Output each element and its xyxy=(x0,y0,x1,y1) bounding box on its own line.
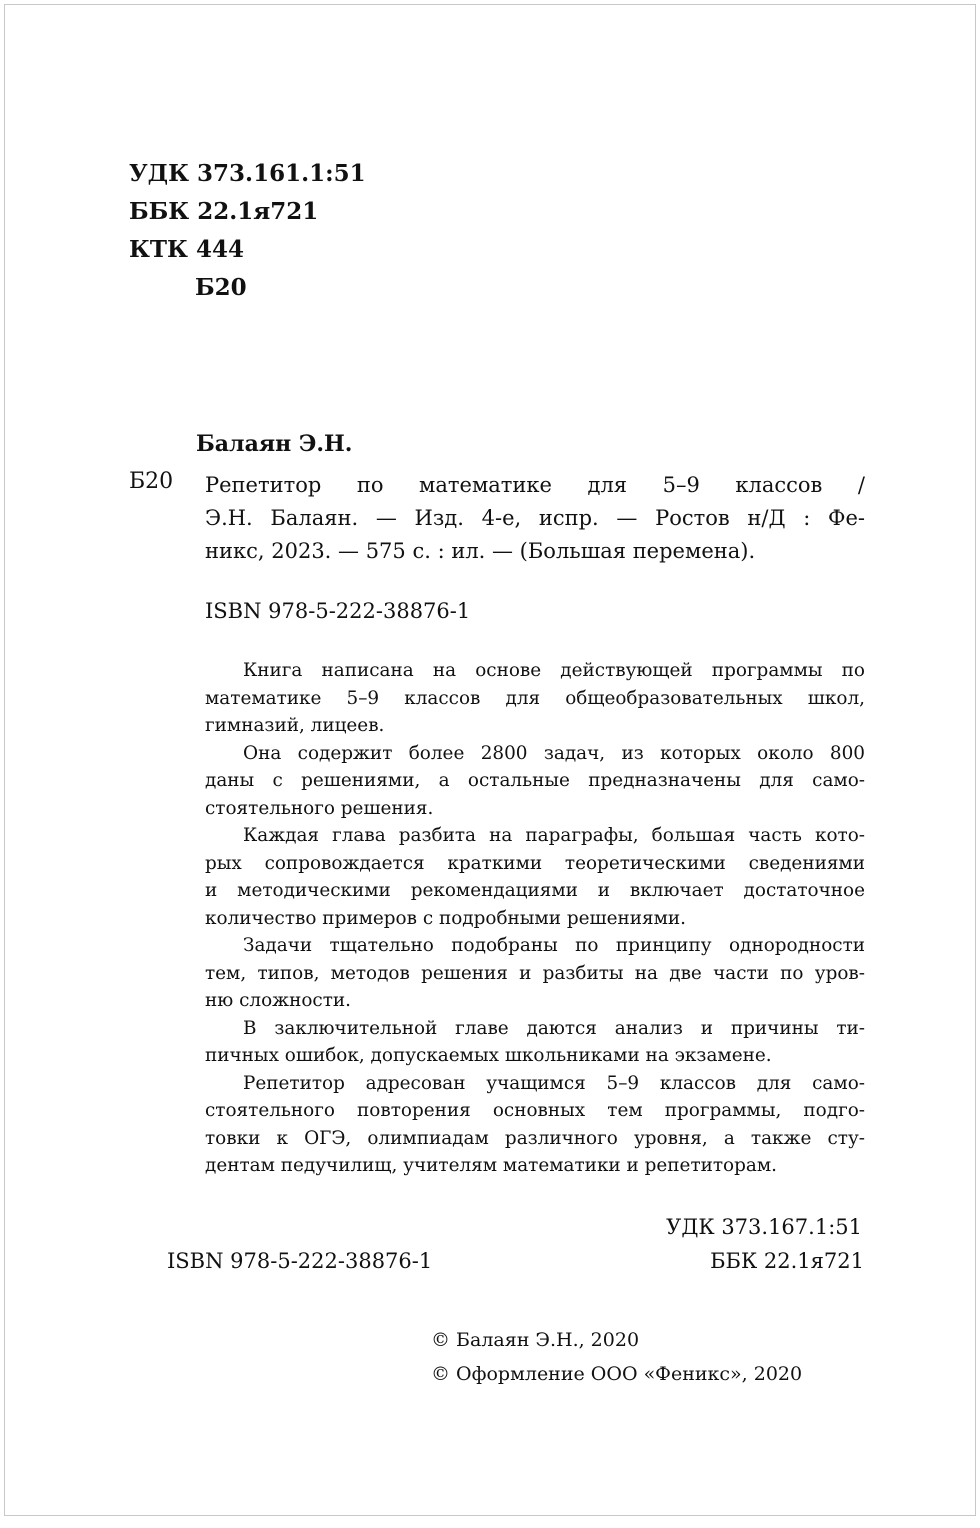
udk-code: УДК 373.161.1:51 xyxy=(129,160,366,187)
biblio-line: Репетитор по математике для 5–9 классов / xyxy=(205,473,865,497)
footer-udk: УДК 373.167.1:51 xyxy=(666,1215,862,1239)
annotation-line: стоятельного решения. xyxy=(205,797,434,819)
annotation-line: Книга написана на основе действующей программы по xyxy=(243,660,865,681)
annotation-line: дентам педучилищ, учителям математики и репетиторам. xyxy=(205,1155,778,1176)
annotation-line: математике 5–9 классов для общеобразовательных школ, xyxy=(205,687,865,709)
bbk-code: ББК 22.1я721 xyxy=(129,198,319,225)
author-heading: Балаян Э.Н. xyxy=(196,431,353,457)
annotation-line: Репетитор адресован учащимся 5–9 классов для само- xyxy=(243,1072,865,1094)
annotation-paragraph xyxy=(205,740,865,823)
annotation-line: тем, типов, методов решения и разбиты на две части по уров- xyxy=(205,962,865,984)
annotation-line: количество примеров с подробными решениями. xyxy=(205,907,686,929)
copyright-design: © Оформление ООО «Феникс», 2020 xyxy=(431,1363,803,1385)
annotation-paragraph xyxy=(205,657,865,740)
biblio-line: никс, 2023. — 575 с. : ил. — (Большая перемена). xyxy=(205,539,756,563)
bibliographic-description xyxy=(205,469,865,568)
cutter-code: Б20 xyxy=(195,274,247,301)
classification-block xyxy=(129,155,366,307)
annotation-paragraph xyxy=(205,1070,865,1180)
annotation-line: Задачи тщательно подобраны по принципу однородности xyxy=(243,935,865,956)
isbn-record: ISBN 978-5-222-38876-1 xyxy=(205,599,471,623)
annotation-line: стоятельного повторения основных тем программы, подго- xyxy=(205,1100,865,1121)
annotation-line: Каждая глава разбита на параграфы, большая часть кото- xyxy=(243,825,865,846)
footer-isbn: ISBN 978-5-222-38876-1 xyxy=(167,1249,433,1273)
annotation-line: В заключительной главе даются анализ и причины ти- xyxy=(243,1017,865,1039)
annotation-line: рых сопровождается краткими теоретическими сведениями xyxy=(205,852,865,874)
footer-row xyxy=(167,1249,864,1273)
annotation-line: даны с решениями, а остальные предназначены для само- xyxy=(205,770,865,791)
annotation-paragraph xyxy=(205,822,865,932)
annotation-paragraph xyxy=(205,932,865,1015)
copyright-block xyxy=(431,1323,802,1391)
record-cutter-code: Б20 xyxy=(129,469,174,494)
ktk-code: КТК 444 xyxy=(129,236,244,263)
footer-bbk: ББК 22.1я721 xyxy=(710,1249,864,1273)
annotation xyxy=(205,657,865,1180)
annotation-line: товки к ОГЭ, олимпиадам различного уровня, а также сту- xyxy=(205,1127,865,1149)
annotation-line: пичных ошибок, допускаемых школьниками на экзамене. xyxy=(205,1045,772,1066)
annotation-line: Она содержит более 2800 задач, из которых около 800 xyxy=(243,742,865,764)
copyright-author: © Балаян Э.Н., 2020 xyxy=(431,1329,640,1351)
annotation-line: гимназий, лицеев. xyxy=(205,715,385,736)
annotation-line: и методическими рекомендациями и включает достаточное xyxy=(205,880,865,901)
imprint-page xyxy=(4,4,976,1516)
annotation-line: ню сложности. xyxy=(205,990,351,1011)
biblio-line: Э.Н. Балаян. — Изд. 4-е, испр. — Ростов н/Д : Фе- xyxy=(205,506,865,530)
annotation-paragraph xyxy=(205,1015,865,1070)
